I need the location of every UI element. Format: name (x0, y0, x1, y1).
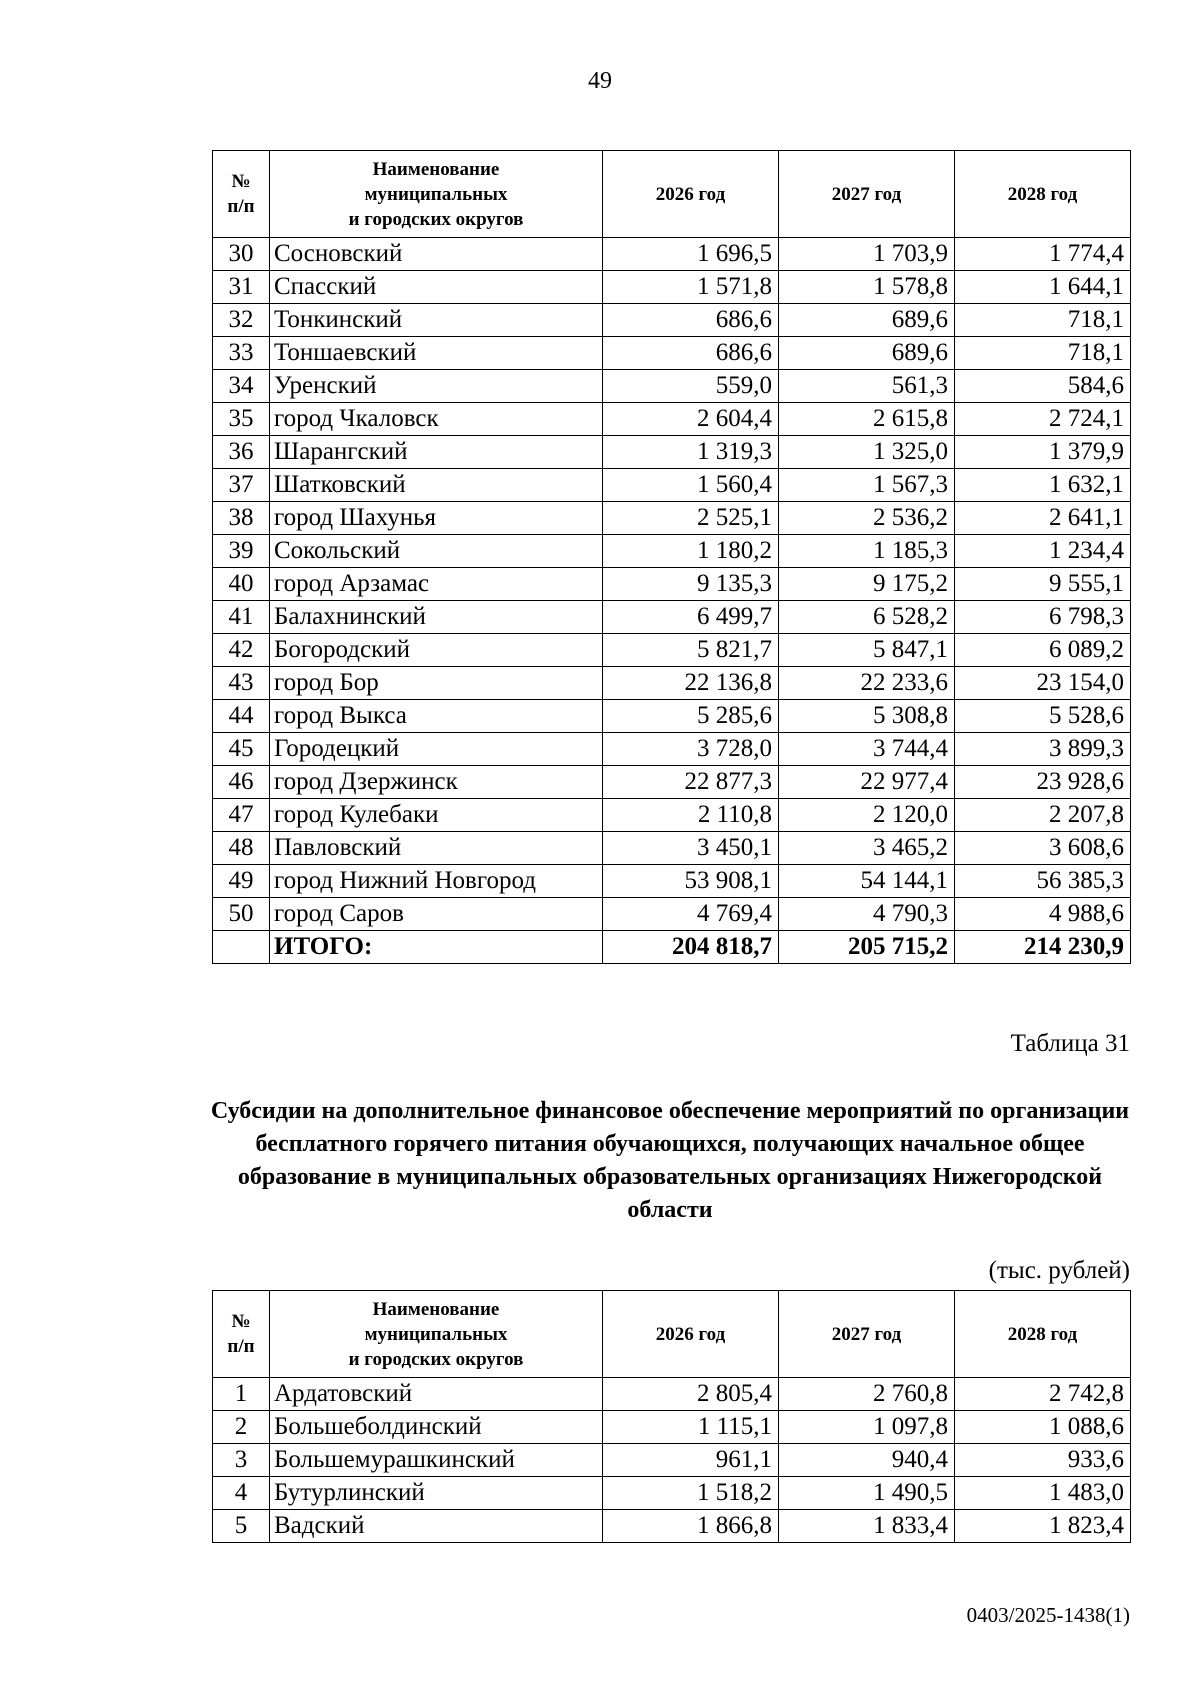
row-name: город Саров (270, 898, 603, 931)
value-2027: 1 833,4 (779, 1510, 955, 1543)
value-2028: 718,1 (955, 304, 1131, 337)
value-2028: 2 641,1 (955, 502, 1131, 535)
value-2026: 1 319,3 (603, 436, 779, 469)
table-header-row (213, 151, 1131, 238)
value-2026: 9 135,3 (603, 568, 779, 601)
table-row (213, 1510, 1131, 1543)
value-2026: 1 866,8 (603, 1510, 779, 1543)
row-name: Уренский (270, 370, 603, 403)
row-name: город Чкаловск (270, 403, 603, 436)
value-2027: 1 097,8 (779, 1411, 955, 1444)
row-name: город Нижний Новгород (270, 865, 603, 898)
value-2027: 1 325,0 (779, 436, 955, 469)
table-label: Таблица 31 (1010, 1030, 1130, 1057)
value-2028: 3 608,6 (955, 832, 1131, 865)
row-name: Вадский (270, 1510, 603, 1543)
value-2027: 689,6 (779, 337, 955, 370)
value-2028: 584,6 (955, 370, 1131, 403)
value-2028: 6 089,2 (955, 634, 1131, 667)
value-2027: 2 120,0 (779, 799, 955, 832)
header-name: Наименование муниципальных и городских округов (270, 151, 603, 238)
total-number (213, 931, 270, 964)
value-2028: 2 742,8 (955, 1378, 1131, 1411)
table-row (213, 502, 1131, 535)
table-row (213, 601, 1131, 634)
row-name: Бутурлинский (270, 1477, 603, 1510)
value-2028: 1 644,1 (955, 271, 1131, 304)
row-number: 49 (213, 865, 270, 898)
table-row (213, 667, 1131, 700)
total-label: ИТОГО: (270, 931, 603, 964)
row-number: 39 (213, 535, 270, 568)
row-number: 33 (213, 337, 270, 370)
value-2028: 56 385,3 (955, 865, 1131, 898)
table-row (213, 898, 1131, 931)
row-number: 36 (213, 436, 270, 469)
value-2027: 1 490,5 (779, 1477, 955, 1510)
value-2026: 5 821,7 (603, 634, 779, 667)
row-number: 3 (213, 1444, 270, 1477)
table-row (213, 238, 1131, 271)
table-row (213, 535, 1131, 568)
row-name: Спасский (270, 271, 603, 304)
table-row (213, 832, 1131, 865)
value-2028: 1 234,4 (955, 535, 1131, 568)
row-number: 48 (213, 832, 270, 865)
row-number: 4 (213, 1477, 270, 1510)
row-number: 30 (213, 238, 270, 271)
value-2028: 2 724,1 (955, 403, 1131, 436)
row-number: 1 (213, 1378, 270, 1411)
row-name: Ардатовский (270, 1378, 603, 1411)
value-2028: 1 088,6 (955, 1411, 1131, 1444)
value-2027: 22 233,6 (779, 667, 955, 700)
value-2026: 5 285,6 (603, 700, 779, 733)
value-2026: 686,6 (603, 337, 779, 370)
row-name: Сосновский (270, 238, 603, 271)
header-2027: 2027 год (779, 1291, 955, 1378)
value-2027: 689,6 (779, 304, 955, 337)
row-number: 45 (213, 733, 270, 766)
row-name: город Дзержинск (270, 766, 603, 799)
row-name: Сокольский (270, 535, 603, 568)
value-2028: 4 988,6 (955, 898, 1131, 931)
table-row (213, 271, 1131, 304)
total-2028: 214 230,9 (955, 931, 1131, 964)
page-number: 49 (588, 68, 612, 94)
value-2028: 23 928,6 (955, 766, 1131, 799)
value-2027: 4 790,3 (779, 898, 955, 931)
row-name: Богородский (270, 634, 603, 667)
header-2026: 2026 год (603, 151, 779, 238)
table-row (213, 1444, 1131, 1477)
value-2026: 1 560,4 (603, 469, 779, 502)
value-2026: 1 571,8 (603, 271, 779, 304)
subsidy-table-continued (212, 150, 1131, 964)
row-number: 31 (213, 271, 270, 304)
value-2028: 933,6 (955, 1444, 1131, 1477)
value-2026: 559,0 (603, 370, 779, 403)
value-2027: 2 760,8 (779, 1378, 955, 1411)
value-2026: 1 696,5 (603, 238, 779, 271)
document-code: 0403/2025-1438(1) (966, 1603, 1130, 1627)
units-label: (тыс. рублей) (988, 1257, 1130, 1284)
table-title: Субсидии на дополнительное финансовое обеспечение мероприятий по организации бесплатного горячего питания обучающихся, получающих начальное общее образование в муниципальных образовательных организациях Нижегородской области (210, 1098, 1130, 1223)
header-2028: 2028 год (955, 151, 1131, 238)
value-2026: 2 805,4 (603, 1378, 779, 1411)
row-number: 42 (213, 634, 270, 667)
row-number: 32 (213, 304, 270, 337)
value-2026: 686,6 (603, 304, 779, 337)
value-2027: 2 615,8 (779, 403, 955, 436)
table-row (213, 700, 1131, 733)
value-2026: 3 450,1 (603, 832, 779, 865)
header-number: № п/п (213, 151, 270, 238)
value-2027: 22 977,4 (779, 766, 955, 799)
value-2026: 1 115,1 (603, 1411, 779, 1444)
row-name: Большемурашкинский (270, 1444, 603, 1477)
value-2027: 5 308,8 (779, 700, 955, 733)
value-2026: 4 769,4 (603, 898, 779, 931)
value-2026: 1 518,2 (603, 1477, 779, 1510)
value-2028: 1 632,1 (955, 469, 1131, 502)
table-row (213, 337, 1131, 370)
row-name: Городецкий (270, 733, 603, 766)
table-row (213, 436, 1131, 469)
value-2027: 3 744,4 (779, 733, 955, 766)
value-2027: 54 144,1 (779, 865, 955, 898)
value-2027: 6 528,2 (779, 601, 955, 634)
value-2027: 5 847,1 (779, 634, 955, 667)
row-number: 43 (213, 667, 270, 700)
value-2027: 1 578,8 (779, 271, 955, 304)
table-row (213, 1378, 1131, 1411)
table-row (213, 370, 1131, 403)
value-2026: 2 525,1 (603, 502, 779, 535)
value-2026: 2 110,8 (603, 799, 779, 832)
row-name: Павловский (270, 832, 603, 865)
table-row (213, 634, 1131, 667)
value-2026: 3 728,0 (603, 733, 779, 766)
total-row (213, 931, 1131, 964)
value-2027: 1 185,3 (779, 535, 955, 568)
table-row (213, 1477, 1131, 1510)
row-number: 47 (213, 799, 270, 832)
row-name: город Кулебаки (270, 799, 603, 832)
row-number: 44 (213, 700, 270, 733)
value-2028: 1 379,9 (955, 436, 1131, 469)
value-2028: 9 555,1 (955, 568, 1131, 601)
value-2028: 1 483,0 (955, 1477, 1131, 1510)
value-2028: 6 798,3 (955, 601, 1131, 634)
table-row (213, 733, 1131, 766)
value-2027: 1 567,3 (779, 469, 955, 502)
value-2026: 53 908,1 (603, 865, 779, 898)
value-2026: 1 180,2 (603, 535, 779, 568)
row-name: город Арзамас (270, 568, 603, 601)
row-name: Тонкинский (270, 304, 603, 337)
value-2027: 940,4 (779, 1444, 955, 1477)
value-2027: 561,3 (779, 370, 955, 403)
header-2028: 2028 год (955, 1291, 1131, 1378)
value-2028: 1 823,4 (955, 1510, 1131, 1543)
value-2026: 22 136,8 (603, 667, 779, 700)
row-name: город Бор (270, 667, 603, 700)
row-name: город Шахунья (270, 502, 603, 535)
row-name: Балахнинский (270, 601, 603, 634)
table-row (213, 469, 1131, 502)
row-number: 5 (213, 1510, 270, 1543)
value-2028: 23 154,0 (955, 667, 1131, 700)
value-2027: 1 703,9 (779, 238, 955, 271)
table-row (213, 403, 1131, 436)
total-2026: 204 818,7 (603, 931, 779, 964)
header-2026: 2026 год (603, 1291, 779, 1378)
table-row (213, 799, 1131, 832)
header-2027: 2027 год (779, 151, 955, 238)
row-number: 46 (213, 766, 270, 799)
row-name: Шатковский (270, 469, 603, 502)
row-number: 50 (213, 898, 270, 931)
table-row (213, 304, 1131, 337)
table-row (213, 1411, 1131, 1444)
row-name: Шарангский (270, 436, 603, 469)
value-2027: 9 175,2 (779, 568, 955, 601)
value-2028: 718,1 (955, 337, 1131, 370)
row-number: 37 (213, 469, 270, 502)
row-number: 35 (213, 403, 270, 436)
row-number: 41 (213, 601, 270, 634)
total-2027: 205 715,2 (779, 931, 955, 964)
value-2027: 2 536,2 (779, 502, 955, 535)
header-number: № п/п (213, 1291, 270, 1378)
row-number: 2 (213, 1411, 270, 1444)
header-name: Наименование муниципальных и городских округов (270, 1291, 603, 1378)
row-number: 34 (213, 370, 270, 403)
row-name: город Выкса (270, 700, 603, 733)
value-2026: 961,1 (603, 1444, 779, 1477)
table-header-row (213, 1291, 1131, 1378)
value-2028: 1 774,4 (955, 238, 1131, 271)
value-2026: 6 499,7 (603, 601, 779, 634)
table-row (213, 865, 1131, 898)
row-name: Тоншаевский (270, 337, 603, 370)
value-2026: 2 604,4 (603, 403, 779, 436)
value-2028: 3 899,3 (955, 733, 1131, 766)
row-name: Большеболдинский (270, 1411, 603, 1444)
row-number: 38 (213, 502, 270, 535)
subsidy-table-31 (212, 1290, 1131, 1543)
row-number: 40 (213, 568, 270, 601)
value-2026: 22 877,3 (603, 766, 779, 799)
table-row (213, 568, 1131, 601)
value-2027: 3 465,2 (779, 832, 955, 865)
value-2028: 2 207,8 (955, 799, 1131, 832)
table-row (213, 766, 1131, 799)
value-2028: 5 528,6 (955, 700, 1131, 733)
